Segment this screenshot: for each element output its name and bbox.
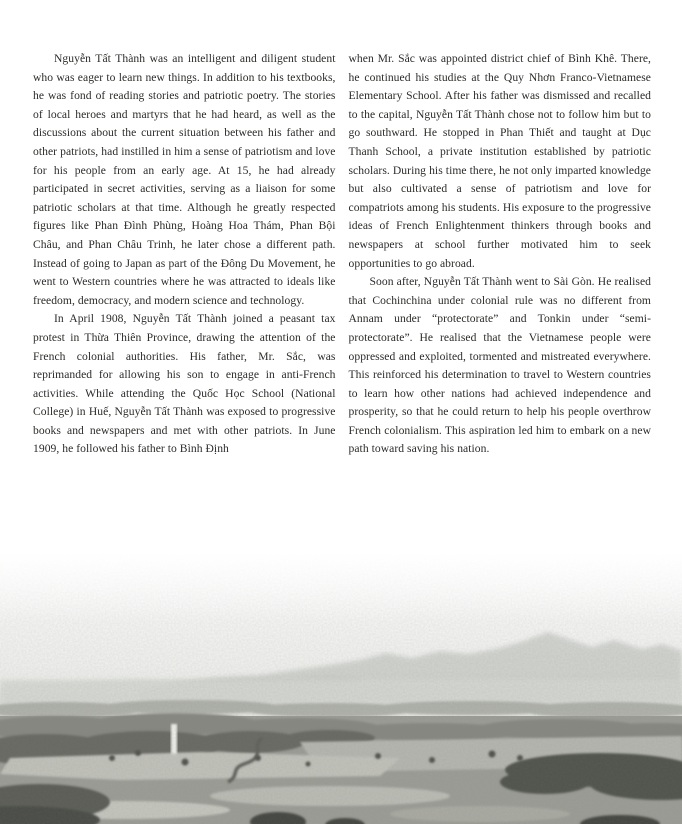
paragraph: In April 1908, Nguyễn Tất Thành joined a peasant tax protest in Thừa Thiên Province, drawing the attention of the French colonial authorities. His father, Mr. Sắc, was reprimanded for allowing his son to engage in anti-French activities. While attending the Quốc Học School (National College) in Huế, Nguyễn Tất Thành was exposed to progressive books and newspapers and met with other patriots. In June 1909, he followed his father to Bình Định [33, 312, 336, 456]
column-left [33, 50, 336, 459]
paragraph: Nguyễn Tất Thành was an intelligent and diligent student who was eager to learn new things. In addition to his textbooks, he was fond of reading stories and patriotic poetry. The stories of local heroes and martyrs that he had heard, as well as the discussions about the current situation between his father and other patriots, had instilled in him a sense of patriotism and love for his people from an early age. At 15, he had already participated in secret activities, serving as a liaison for some patriotic scholars at that time. Although he greatly respected figures like Phan Đình Phùng, Hoàng Hoa Thám, Phan Bội Châu, and Phan Châu Trinh, he later chose a different path. Instead of going to Japan as part of the Đông Du Movement, he went to Western countries where he was attracted to ideals like freedom, democracy, and modern science and technology. [33, 52, 336, 307]
landscape-photo [0, 552, 682, 824]
paragraph-continuation: when Mr. Sắc was appointed district chief of Bình Khê. There, he continued his studies at the Quy Nhơn Franco-Vietnamese Elementary School. After his father was dismissed and recalled to the capital, Nguyễn Tất Thành chose not to follow him but to go southward. He stopped in Phan Thiết and taught at Dục Thanh School, a private institution established by patriotic scholars. During his time there, he not only imparted knowledge but also cultivated a sense of patriotism and love for compatriots among his students. His exposure to the progressive ideas of French Enlightenment thinkers through books and newspapers at school further motivated him to seek opportunities to go abroad. [348, 52, 651, 270]
paragraph: Soon after, Nguyễn Tất Thành went to Sài Gòn. He realised that Cochinchina under colonial rule was no different from Annam under “protectorate” and Tonkin under “semi-protectorate”. He realised that the Vietnamese people were oppressed and exploited, tormented and mistreated everywhere. This reinforced his determination to travel to Western countries to learn how other nations had achieved independence and prosperity, so that he could return to help his people overthrow French colonialism. This aspiration led him to embark on a new path toward saving his nation. [348, 275, 651, 456]
column-right [349, 50, 652, 459]
photo-top-fade [0, 552, 682, 622]
text-columns [33, 50, 651, 459]
